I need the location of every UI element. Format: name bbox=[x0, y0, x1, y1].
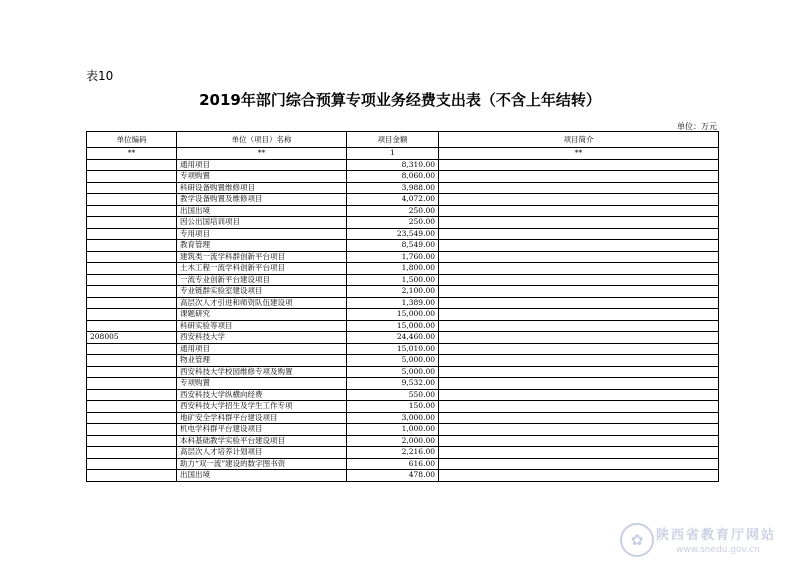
project-amount-cell: 15,000.00 bbox=[347, 320, 439, 332]
project-amount-cell: 478.00 bbox=[347, 470, 439, 482]
project-intro-cell bbox=[439, 205, 719, 217]
project-intro-cell bbox=[439, 401, 719, 413]
project-name-cell: 通用项目 bbox=[177, 343, 347, 355]
project-name-cell: 土木工程一流学科创新平台项目 bbox=[177, 263, 347, 275]
unit-code-cell bbox=[87, 435, 177, 447]
project-intro-cell bbox=[439, 424, 719, 436]
unit-code-cell bbox=[87, 458, 177, 470]
project-name-cell: 西安科技大学 bbox=[177, 332, 347, 344]
table-row bbox=[87, 435, 719, 447]
column-header-intro: 项目简介 bbox=[439, 132, 719, 148]
project-intro-cell bbox=[439, 194, 719, 206]
table-row bbox=[87, 470, 719, 482]
table-row bbox=[87, 286, 719, 298]
project-name-cell: 出国出境 bbox=[177, 205, 347, 217]
project-name-cell: 建筑类一流学科群创新平台项目 bbox=[177, 251, 347, 263]
project-amount-cell: 8,060.00 bbox=[347, 171, 439, 183]
unit-code-cell bbox=[87, 182, 177, 194]
project-name-cell: 西安科技大学招生及学生工作专项 bbox=[177, 401, 347, 413]
table-row bbox=[87, 240, 719, 252]
project-amount-cell: 1,000.00 bbox=[347, 424, 439, 436]
project-amount-cell: 1,389.00 bbox=[347, 297, 439, 309]
unit-code-cell bbox=[87, 378, 177, 390]
project-amount-cell: 9,532.00 bbox=[347, 378, 439, 390]
table-row bbox=[87, 263, 719, 275]
project-amount-cell: 4,072.00 bbox=[347, 194, 439, 206]
project-amount-cell: 8,310.00 bbox=[347, 159, 439, 171]
project-intro-cell bbox=[439, 297, 719, 309]
unit-code-cell bbox=[87, 205, 177, 217]
column-index-row bbox=[87, 148, 719, 160]
unit-code-cell bbox=[87, 240, 177, 252]
project-name-cell: 助力“双一流”建设的数字图书资 bbox=[177, 458, 347, 470]
table-row bbox=[87, 332, 719, 344]
project-intro-cell bbox=[439, 263, 719, 275]
project-name-cell: 本科基础教学实验平台建设项目 bbox=[177, 435, 347, 447]
project-intro-cell bbox=[439, 470, 719, 482]
table-row bbox=[87, 274, 719, 286]
project-name-cell: 西安科技大学纵横向经费 bbox=[177, 389, 347, 401]
project-intro-cell bbox=[439, 343, 719, 355]
table-row bbox=[87, 297, 719, 309]
project-intro-cell bbox=[439, 366, 719, 378]
project-name-cell: 出国出境 bbox=[177, 470, 347, 482]
table-row bbox=[87, 228, 719, 240]
project-amount-cell: 15,010.00 bbox=[347, 343, 439, 355]
project-name-cell: 一流专业创新平台建设项目 bbox=[177, 274, 347, 286]
unit-code-cell bbox=[87, 297, 177, 309]
project-name-cell: 科研实验等项目 bbox=[177, 320, 347, 332]
project-name-cell: 西安科技大学校园维修专项及购置 bbox=[177, 366, 347, 378]
project-amount-cell: 1,760.00 bbox=[347, 251, 439, 263]
index-cell-intro: ** bbox=[439, 148, 719, 160]
project-name-cell: 教学设备购置及维修项目 bbox=[177, 194, 347, 206]
table-row bbox=[87, 355, 719, 367]
table-row bbox=[87, 366, 719, 378]
project-amount-cell: 3,988.00 bbox=[347, 182, 439, 194]
project-name-cell: 教育管理 bbox=[177, 240, 347, 252]
education-logo-icon: ✿ bbox=[620, 523, 654, 557]
project-name-cell: 通用项目 bbox=[177, 159, 347, 171]
table-row bbox=[87, 320, 719, 332]
watermark-url: www.snedu.gov.cn bbox=[676, 545, 760, 555]
table-row bbox=[87, 447, 719, 459]
project-intro-cell bbox=[439, 412, 719, 424]
unit-code-cell bbox=[87, 194, 177, 206]
project-amount-cell: 550.00 bbox=[347, 389, 439, 401]
project-intro-cell bbox=[439, 458, 719, 470]
table-row bbox=[87, 194, 719, 206]
unit-code-cell bbox=[87, 263, 177, 275]
unit-code-cell bbox=[87, 286, 177, 298]
unit-code-cell bbox=[87, 343, 177, 355]
project-amount-cell: 8,549.00 bbox=[347, 240, 439, 252]
column-header-name: 单位（项目）名称 bbox=[177, 132, 347, 148]
project-amount-cell: 5,000.00 bbox=[347, 366, 439, 378]
project-name-cell: 因公出国培训项目 bbox=[177, 217, 347, 229]
project-amount-cell: 5,000.00 bbox=[347, 355, 439, 367]
project-intro-cell bbox=[439, 378, 719, 390]
project-amount-cell: 2,000.00 bbox=[347, 435, 439, 447]
project-name-cell: 专项购置 bbox=[177, 171, 347, 183]
project-amount-cell: 23,549.00 bbox=[347, 228, 439, 240]
table-row bbox=[87, 412, 719, 424]
project-name-cell: 专项购置 bbox=[177, 378, 347, 390]
unit-note: 单位：万元 bbox=[677, 122, 717, 131]
table-header-row bbox=[87, 132, 719, 148]
unit-code-cell bbox=[87, 309, 177, 321]
unit-code-cell bbox=[87, 171, 177, 183]
project-name-cell: 高层次人才培养计划项目 bbox=[177, 447, 347, 459]
watermark bbox=[620, 523, 800, 563]
project-intro-cell bbox=[439, 217, 719, 229]
project-intro-cell bbox=[439, 159, 719, 171]
project-intro-cell bbox=[439, 309, 719, 321]
project-intro-cell bbox=[439, 240, 719, 252]
table-row bbox=[87, 424, 719, 436]
project-amount-cell: 250.00 bbox=[347, 205, 439, 217]
index-cell-name: ** bbox=[177, 148, 347, 160]
project-name-cell: 专业链群实验室建设项目 bbox=[177, 286, 347, 298]
unit-code-cell bbox=[87, 470, 177, 482]
document-title: 2019年部门综合预算专项业务经费支出表（不含上年结转） bbox=[199, 91, 601, 109]
column-header-amount: 项目金额 bbox=[347, 132, 439, 148]
project-amount-cell: 616.00 bbox=[347, 458, 439, 470]
unit-code-cell bbox=[87, 412, 177, 424]
unit-code-cell bbox=[87, 355, 177, 367]
project-intro-cell bbox=[439, 274, 719, 286]
project-name-cell: 课题研究 bbox=[177, 309, 347, 321]
project-name-cell: 科研设备购置维修项目 bbox=[177, 182, 347, 194]
project-amount-cell: 3,000.00 bbox=[347, 412, 439, 424]
table-row bbox=[87, 378, 719, 390]
table-row bbox=[87, 217, 719, 229]
table-row bbox=[87, 309, 719, 321]
index-cell-amount: 1 bbox=[347, 148, 439, 160]
project-intro-cell bbox=[439, 182, 719, 194]
table-row bbox=[87, 401, 719, 413]
column-header-code: 单位编码 bbox=[87, 132, 177, 148]
unit-code-cell bbox=[87, 274, 177, 286]
table-row bbox=[87, 171, 719, 183]
table-row bbox=[87, 205, 719, 217]
project-intro-cell bbox=[439, 286, 719, 298]
project-intro-cell bbox=[439, 332, 719, 344]
project-name-cell: 地矿安全学科群平台建设项目 bbox=[177, 412, 347, 424]
table-row bbox=[87, 251, 719, 263]
unit-code-cell bbox=[87, 159, 177, 171]
unit-code-cell bbox=[87, 251, 177, 263]
project-amount-cell: 2,100.00 bbox=[347, 286, 439, 298]
unit-code-cell bbox=[87, 389, 177, 401]
table-row bbox=[87, 458, 719, 470]
unit-code-cell bbox=[87, 320, 177, 332]
unit-code-cell bbox=[87, 228, 177, 240]
table-row bbox=[87, 343, 719, 355]
project-intro-cell bbox=[439, 435, 719, 447]
unit-code-cell bbox=[87, 217, 177, 229]
project-amount-cell: 1,800.00 bbox=[347, 263, 439, 275]
table-row bbox=[87, 389, 719, 401]
unit-code-cell: 208005 bbox=[87, 332, 177, 344]
project-intro-cell bbox=[439, 447, 719, 459]
project-intro-cell bbox=[439, 320, 719, 332]
project-amount-cell: 250.00 bbox=[347, 217, 439, 229]
project-name-cell: 高层次人才引进和师资队伍建设项 bbox=[177, 297, 347, 309]
project-amount-cell: 150.00 bbox=[347, 401, 439, 413]
unit-code-cell bbox=[87, 447, 177, 459]
budget-table bbox=[86, 131, 719, 482]
project-intro-cell bbox=[439, 355, 719, 367]
unit-code-cell bbox=[87, 366, 177, 378]
project-intro-cell bbox=[439, 389, 719, 401]
unit-code-cell bbox=[87, 424, 177, 436]
project-name-cell: 机电学科群平台建设项目 bbox=[177, 424, 347, 436]
table-row bbox=[87, 182, 719, 194]
project-intro-cell bbox=[439, 171, 719, 183]
table-row bbox=[87, 159, 719, 171]
project-name-cell: 物业管理 bbox=[177, 355, 347, 367]
table-body bbox=[87, 148, 719, 482]
project-intro-cell bbox=[439, 251, 719, 263]
unit-code-cell bbox=[87, 401, 177, 413]
project-name-cell: 专用项目 bbox=[177, 228, 347, 240]
project-amount-cell: 1,500.00 bbox=[347, 274, 439, 286]
project-amount-cell: 2,216.00 bbox=[347, 447, 439, 459]
watermark-site-name: 陕西省教育厅网站 bbox=[656, 528, 777, 543]
project-amount-cell: 15,000.00 bbox=[347, 309, 439, 321]
project-amount-cell: 24,460.00 bbox=[347, 332, 439, 344]
table-number: 表10 bbox=[86, 69, 114, 83]
index-cell-code: ** bbox=[87, 148, 177, 160]
project-intro-cell bbox=[439, 228, 719, 240]
